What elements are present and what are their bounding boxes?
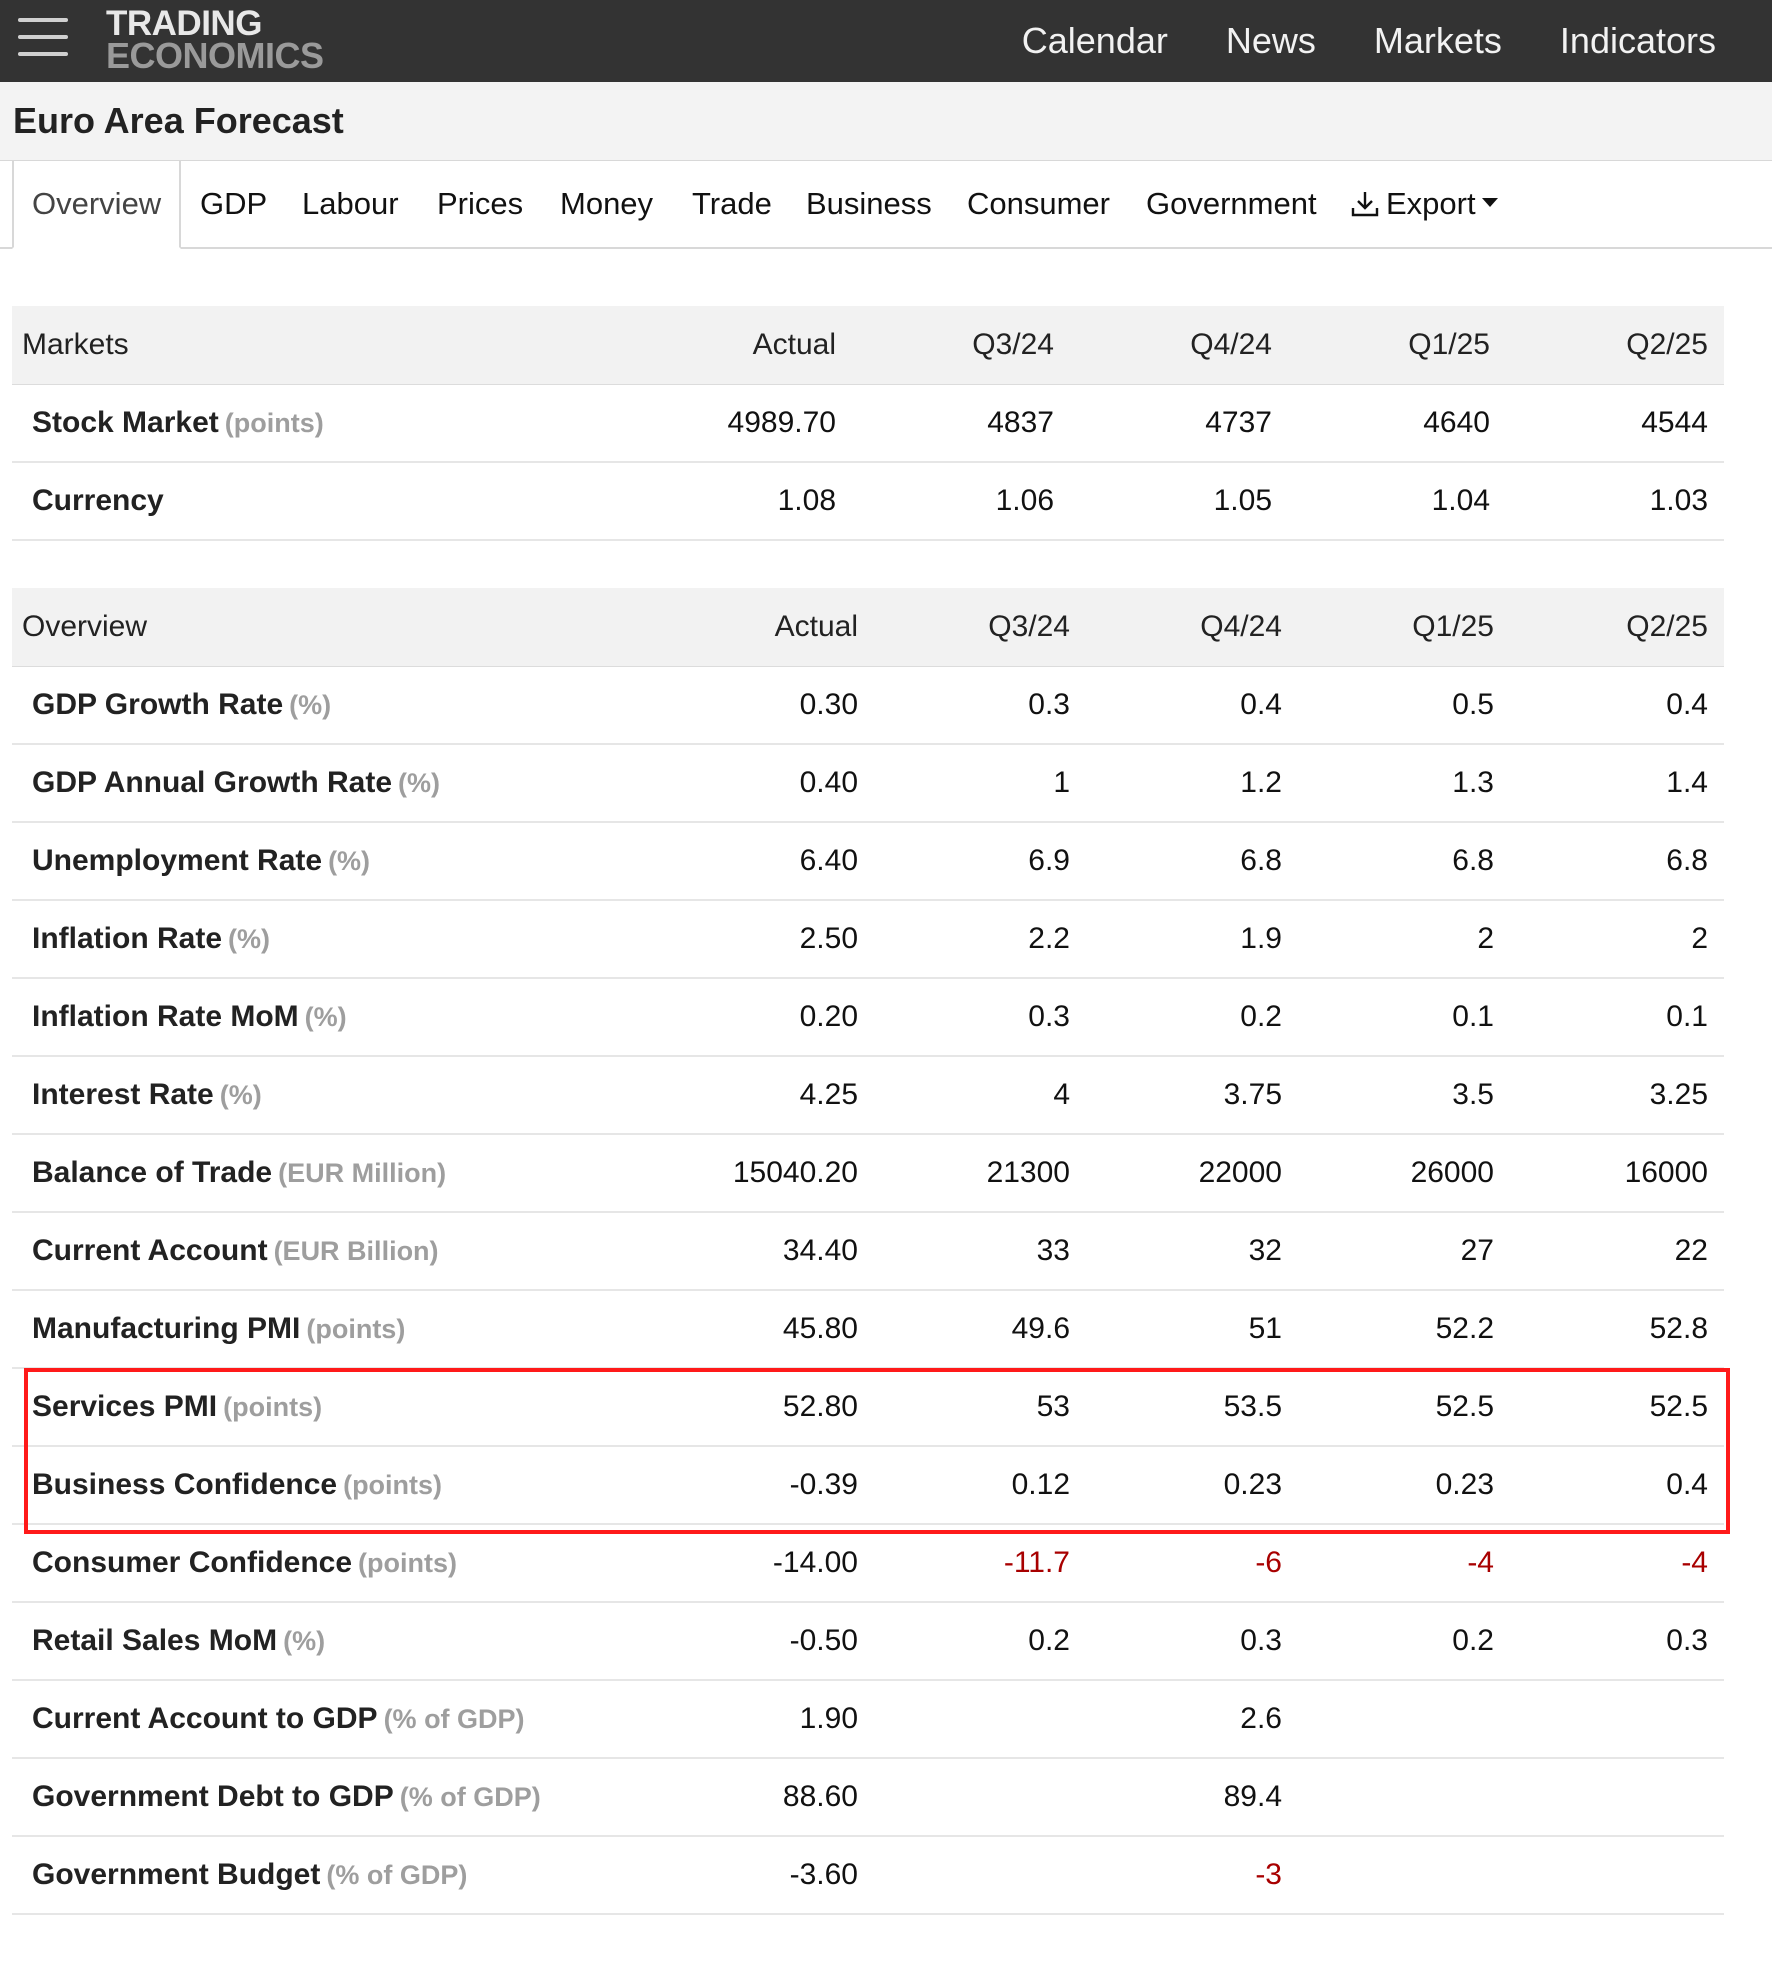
actual-value-cell: -0.50 [632,1602,874,1680]
indicator-link[interactable]: GDP Annual Growth Rate [32,766,393,799]
indicator-link[interactable]: Unemployment Rate [32,844,323,877]
indicator-unit: (points) [306,1314,406,1344]
forecast-value-cell: 0.1 [1510,978,1724,1056]
forecast-value-cell: 1.4 [1510,744,1724,822]
indicator-link[interactable]: Stock Market [32,405,219,439]
forecast-value-cell [1510,1680,1724,1758]
table-row-manufacturing-pmi[interactable] [12,1290,1724,1368]
forecast-value-cell: 0.2 [1086,978,1298,1056]
indicator-link[interactable]: Current Account to GDP [32,1702,378,1735]
forecast-value-cell: 1.05 [1070,462,1288,540]
forecast-value-cell: 0.5 [1298,666,1510,744]
tab-government[interactable]: Government [1146,186,1317,221]
indicator-link[interactable]: Consumer Confidence [32,1546,353,1579]
forecast-value-cell: 0.2 [874,1602,1086,1680]
tab-labour[interactable]: Labour [302,186,399,221]
indicator-unit: (% of GDP) [326,1860,468,1890]
page-title-bar [0,82,1772,161]
actual-value-cell: 88.60 [632,1758,874,1836]
forecast-value-cell: 6.8 [1510,822,1724,900]
export-dropdown[interactable] [1350,161,1498,247]
indicator-link[interactable]: GDP Growth Rate [32,687,284,721]
forecast-value-cell: 4737 [1070,384,1288,462]
indicator-link[interactable]: Currency [32,484,164,517]
export-label: Export [1386,186,1476,221]
forecast-value-cell: 2 [1298,900,1510,978]
indicator-name-cell [12,1680,632,1758]
trading-economics-logo[interactable] [106,4,324,76]
forecast-value-cell: 1.06 [852,462,1070,540]
table-row-unemployment-rate[interactable] [12,822,1724,900]
table-row-business-confidence[interactable] [12,1446,1724,1524]
indicator-name-cell [12,1290,632,1368]
indicator-link[interactable]: Inflation Rate MoM [32,1000,299,1033]
tab-consumer[interactable]: Consumer [967,186,1110,221]
forecast-value-cell [874,1836,1086,1914]
indicator-link[interactable]: Government Debt to GDP [32,1780,394,1813]
forecast-value-cell: 0.4 [1510,666,1724,744]
forecast-value-cell: 22000 [1086,1134,1298,1212]
forecast-value-cell: 4837 [852,384,1070,462]
category-tabs [0,161,1772,249]
top-nav-links [1022,0,1772,82]
indicator-unit: (%) [219,1080,262,1110]
forecast-value-cell: 52.2 [1298,1290,1510,1368]
actual-value-cell: 34.40 [632,1212,874,1290]
table-row-currency[interactable] [12,462,1724,540]
forecast-value-cell: 0.2 [1298,1602,1510,1680]
forecast-value-cell: 6.8 [1298,822,1510,900]
forecast-value-cell: 53 [874,1368,1086,1446]
indicator-link[interactable]: Balance of Trade [32,1156,273,1189]
forecast-value-cell [874,1758,1086,1836]
forecast-value-cell: 27 [1298,1212,1510,1290]
actual-value-cell: 45.80 [632,1290,874,1368]
forecast-value-cell: 0.23 [1298,1446,1510,1524]
table-row-gdp-annual-growth-rate[interactable] [12,744,1724,822]
column-header: Actual [632,588,874,666]
forecast-value-cell: 1.3 [1298,744,1510,822]
forecast-value-cell: 2 [1510,900,1724,978]
indicator-name-cell [12,1134,632,1212]
forecast-value-cell: 0.3 [1086,1602,1298,1680]
forecast-value-cell: 52.5 [1298,1368,1510,1446]
indicator-link[interactable]: Current Account [32,1234,268,1267]
indicator-name-cell [12,1524,632,1602]
forecast-value-cell: 1.04 [1288,462,1506,540]
tab-overview[interactable]: Overview [12,161,181,249]
forecast-value-cell: 0.1 [1298,978,1510,1056]
actual-value-cell: -14.00 [632,1524,874,1602]
nav-news[interactable]: News [1225,20,1316,61]
tab-business[interactable]: Business [806,186,932,221]
forecast-value-cell: 0.3 [1510,1602,1724,1680]
indicator-link[interactable]: Business Confidence [32,1468,338,1501]
indicator-unit: (points) [343,1470,443,1500]
indicator-name-cell [12,666,632,744]
actual-value-cell: -0.39 [632,1446,874,1524]
column-header: Q2/25 [1510,588,1724,666]
forecast-value-cell: -11.7 [874,1524,1086,1602]
indicator-unit: (% of GDP) [399,1782,541,1812]
top-navigation-bar [0,0,1772,82]
indicator-link[interactable]: Services PMI [32,1390,218,1423]
forecast-value-cell: 33 [874,1212,1086,1290]
column-header: Q1/25 [1288,306,1506,384]
table-row-consumer-confidence[interactable] [12,1524,1724,1602]
actual-value-cell: 1.08 [572,462,852,540]
forecast-value-cell: 6.9 [874,822,1086,900]
forecast-value-cell: 89.4 [1086,1758,1298,1836]
actual-value-cell: 2.50 [632,900,874,978]
table-row-balance-of-trade[interactable] [12,1134,1724,1212]
indicator-unit: (%) [328,846,371,876]
nav-markets[interactable]: Markets [1373,20,1502,61]
indicator-name-cell [12,1758,632,1836]
indicator-unit: (%) [228,924,271,954]
indicator-link[interactable]: Interest Rate [32,1078,214,1111]
actual-value-cell: 4.25 [632,1056,874,1134]
markets-table [12,306,1724,541]
column-header: Q3/24 [874,588,1086,666]
column-header: Overview [12,588,632,666]
forecast-value-cell: 2.2 [874,900,1086,978]
column-header: Q4/24 [1070,306,1288,384]
actual-value-cell: 1.90 [632,1680,874,1758]
table-row-inflation-rate[interactable] [12,900,1724,978]
table-row-government-debt-to-gdp[interactable] [12,1758,1724,1836]
overview-table [12,588,1724,1915]
caret-down-icon [1482,198,1498,207]
actual-value-cell: -3.60 [632,1836,874,1914]
forecast-value-cell [874,1680,1086,1758]
indicator-name-cell [12,1602,632,1680]
actual-value-cell: 0.40 [632,744,874,822]
forecast-value-cell: -4 [1298,1524,1510,1602]
forecast-value-cell: 6.8 [1086,822,1298,900]
forecast-value-cell: 3.75 [1086,1056,1298,1134]
download-icon [1350,189,1380,219]
forecast-value-cell: -4 [1510,1524,1724,1602]
indicator-name-cell [12,822,632,900]
indicator-name-cell [12,744,632,822]
forecast-value-cell [1298,1680,1510,1758]
nav-calendar[interactable]: Calendar [1021,20,1168,61]
indicator-unit: (%) [283,1626,326,1656]
column-header: Q2/25 [1506,306,1724,384]
indicator-name-cell [12,1368,632,1446]
page-title: Euro Area Forecast [13,100,344,141]
indicator-unit: (%) [289,689,332,720]
table-row-interest-rate[interactable] [12,1056,1724,1134]
indicator-unit: (% of GDP) [383,1704,525,1734]
forecast-value-cell: 1.9 [1086,900,1298,978]
forecast-value-cell: 0.3 [874,666,1086,744]
hamburger-menu-icon[interactable] [18,18,68,60]
forecast-value-cell: -3 [1086,1836,1298,1914]
indicator-name-cell [12,1056,632,1134]
forecast-value-cell: 0.23 [1086,1446,1298,1524]
table-row-gdp-growth-rate[interactable] [12,666,1724,744]
indicator-link[interactable]: Manufacturing PMI [32,1312,301,1345]
indicator-unit: (points) [358,1548,458,1578]
forecast-value-cell [1298,1836,1510,1914]
forecast-value-cell: 4640 [1288,384,1506,462]
forecast-value-cell: 0.4 [1510,1446,1724,1524]
table-row-current-account-to-gdp[interactable] [12,1680,1724,1758]
forecast-value-cell: 49.6 [874,1290,1086,1368]
forecast-value-cell: 52.5 [1510,1368,1724,1446]
indicator-link[interactable]: Retail Sales MoM [32,1624,278,1657]
indicator-name-cell [12,1836,632,1914]
indicator-unit: (points) [223,1392,323,1422]
indicator-name-cell [12,978,632,1056]
table-row-government-budget[interactable] [12,1836,1724,1914]
forecast-value-cell [1298,1758,1510,1836]
forecast-value-cell: 3.25 [1510,1056,1724,1134]
tab-money[interactable]: Money [560,186,654,221]
indicator-unit: (points) [224,407,324,438]
actual-value-cell: 0.20 [632,978,874,1056]
indicator-unit: (%) [304,1002,347,1032]
column-header: Q3/24 [852,306,1070,384]
table-row-inflation-rate-mom[interactable] [12,978,1724,1056]
table-row-current-account[interactable] [12,1212,1724,1290]
tab-gdp[interactable]: GDP [200,186,268,221]
forecast-value-cell: 26000 [1298,1134,1510,1212]
table-header-row [12,306,1724,384]
logo-line-1: TRADING [106,4,262,43]
forecast-value-cell: 4544 [1506,384,1724,462]
table-row-stock-market[interactable] [12,384,1724,462]
forecast-value-cell: 22 [1510,1212,1724,1290]
table-row-retail-sales-mom[interactable] [12,1602,1724,1680]
indicator-link[interactable]: Government Budget [32,1858,321,1891]
forecast-value-cell: 1 [874,744,1086,822]
forecast-value-cell: 51 [1086,1290,1298,1368]
forecast-value-cell: 53.5 [1086,1368,1298,1446]
forecast-value-cell: 1.03 [1506,462,1724,540]
column-header: Actual [572,306,852,384]
forecast-value-cell: -6 [1086,1524,1298,1602]
indicator-name-cell [12,462,572,540]
table-row-services-pmi[interactable] [12,1368,1724,1446]
forecast-value-cell: 4 [874,1056,1086,1134]
indicator-name-cell [12,384,572,462]
actual-value-cell: 4989.70 [572,384,852,462]
logo-line-2: ECONOMICS [106,35,324,76]
tab-prices[interactable]: Prices [437,186,524,221]
indicator-name-cell [12,900,632,978]
forecast-value-cell: 16000 [1510,1134,1724,1212]
forecast-value-cell: 0.3 [874,978,1086,1056]
column-header: Q1/25 [1298,588,1510,666]
column-header: Q4/24 [1086,588,1298,666]
indicator-unit: (%) [398,768,441,798]
forecast-value-cell [1510,1836,1724,1914]
table-header-row [12,588,1724,666]
forecast-value-cell: 52.8 [1510,1290,1724,1368]
forecast-value-cell: 21300 [874,1134,1086,1212]
indicator-name-cell [12,1446,632,1524]
actual-value-cell: 6.40 [632,822,874,900]
actual-value-cell: 52.80 [632,1368,874,1446]
forecast-value-cell: 32 [1086,1212,1298,1290]
indicator-unit: (EUR Billion) [273,1236,439,1266]
indicator-unit: (EUR Million) [278,1158,447,1188]
indicator-link[interactable]: Inflation Rate [32,922,223,955]
forecast-value-cell: 0.4 [1086,666,1298,744]
indicator-name-cell [12,1212,632,1290]
column-header: Markets [12,306,572,384]
tab-trade[interactable]: Trade [692,186,772,221]
forecast-value-cell [1510,1758,1724,1836]
forecast-value-cell: 0.12 [874,1446,1086,1524]
nav-indicators[interactable]: Indicators [1559,20,1716,61]
forecast-value-cell: 2.6 [1086,1680,1298,1758]
forecast-value-cell: 3.5 [1298,1056,1510,1134]
actual-value-cell: 15040.20 [632,1134,874,1212]
forecast-value-cell: 1.2 [1086,744,1298,822]
actual-value-cell: 0.30 [632,666,874,744]
